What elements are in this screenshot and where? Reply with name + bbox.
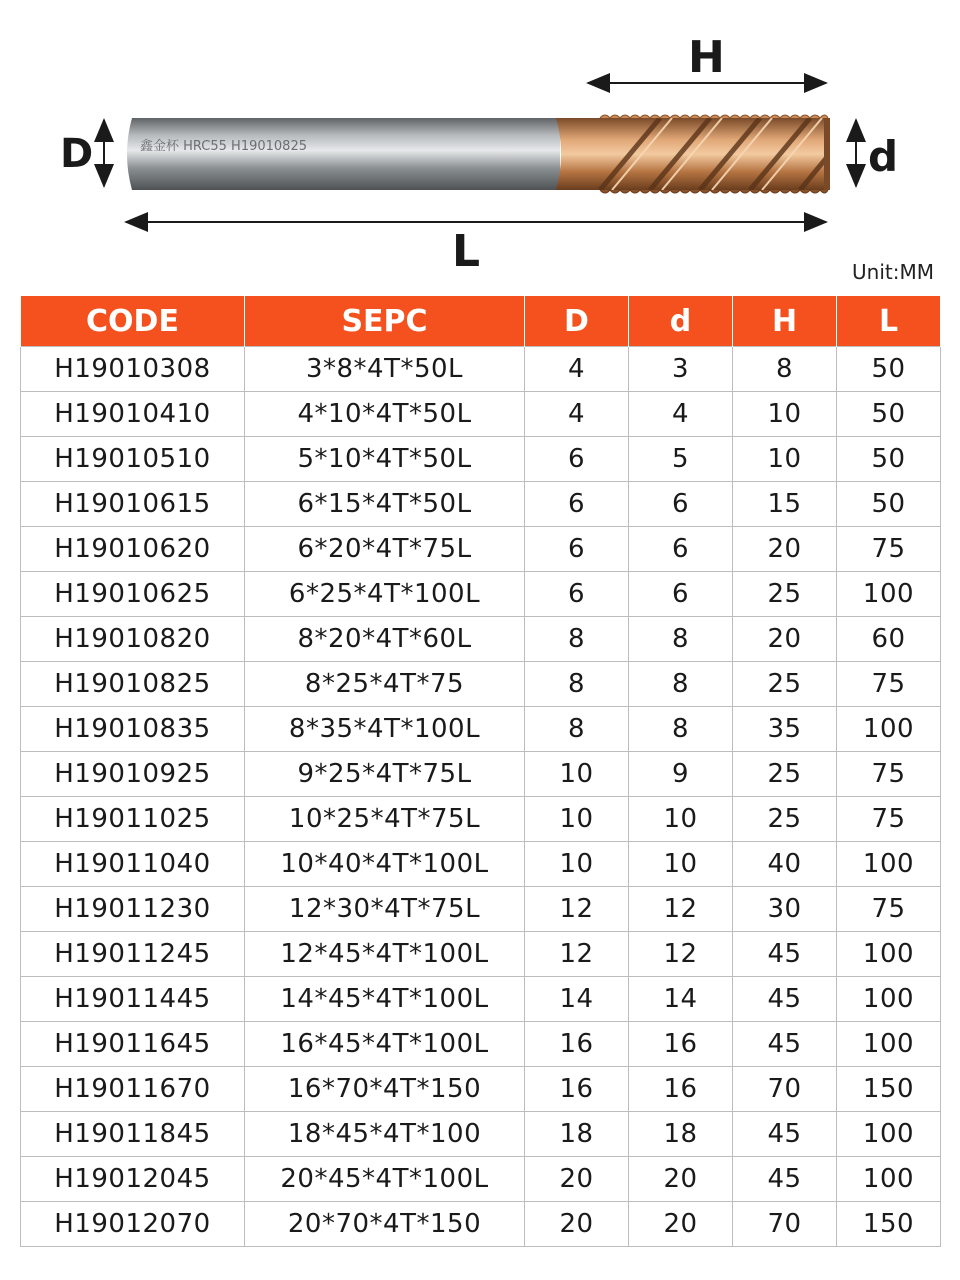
H-cell: 10	[733, 392, 837, 437]
code-cell: H19010825	[21, 662, 245, 707]
d-cell: 6	[629, 527, 733, 572]
D-cell: 8	[525, 707, 629, 752]
d-cell: 16	[629, 1022, 733, 1067]
d-cell: 3	[629, 347, 733, 392]
H-cell: 25	[733, 797, 837, 842]
D-cell: 4	[525, 392, 629, 437]
table-row	[21, 1202, 941, 1247]
d-cell: 9	[629, 752, 733, 797]
column-header-d: d	[629, 296, 733, 347]
table-row	[21, 842, 941, 887]
shank-engraving: 鑫金杯 HRC55 H19010825	[140, 139, 307, 154]
table-row	[21, 1112, 941, 1157]
spec-cell: 14*45*4T*100L	[245, 977, 525, 1022]
D-cell: 10	[525, 842, 629, 887]
spec-cell: 3*8*4T*50L	[245, 347, 525, 392]
d-cell: 16	[629, 1067, 733, 1112]
D-cell: 18	[525, 1112, 629, 1157]
L-cell: 60	[837, 617, 941, 662]
table-body	[21, 347, 941, 1247]
code-cell: H19012045	[21, 1157, 245, 1202]
H-cell: 20	[733, 617, 837, 662]
spec-cell: 8*25*4T*75	[245, 662, 525, 707]
code-cell: H19012070	[21, 1202, 245, 1247]
table-row	[21, 617, 941, 662]
code-cell: H19010835	[21, 707, 245, 752]
D-cell: 4	[525, 347, 629, 392]
table-row	[21, 527, 941, 572]
H-label: H	[688, 32, 725, 83]
L-cell: 75	[837, 797, 941, 842]
D-cell: 10	[525, 752, 629, 797]
spec-cell: 4*10*4T*50L	[245, 392, 525, 437]
H-cell: 25	[733, 572, 837, 617]
unit-label: Unit:MM	[852, 260, 934, 284]
d-cell: 8	[629, 617, 733, 662]
code-cell: H19011645	[21, 1022, 245, 1067]
d-cell: 20	[629, 1202, 733, 1247]
L-cell: 100	[837, 572, 941, 617]
table-row	[21, 437, 941, 482]
H-cell: 25	[733, 662, 837, 707]
code-cell: H19010510	[21, 437, 245, 482]
D-cell: 14	[525, 977, 629, 1022]
d-cell: 5	[629, 437, 733, 482]
table-row	[21, 887, 941, 932]
d-cell: 20	[629, 1157, 733, 1202]
table-row	[21, 482, 941, 527]
H-cell: 45	[733, 932, 837, 977]
spec-cell: 8*20*4T*60L	[245, 617, 525, 662]
table-row	[21, 1157, 941, 1202]
L-cell: 100	[837, 707, 941, 752]
column-header-code: CODE	[21, 296, 245, 347]
L-cell: 100	[837, 977, 941, 1022]
spec-cell: 20*45*4T*100L	[245, 1157, 525, 1202]
L-cell: 75	[837, 662, 941, 707]
H-cell: 30	[733, 887, 837, 932]
spec-cell: 6*15*4T*50L	[245, 482, 525, 527]
code-cell: H19011040	[21, 842, 245, 887]
d-cell: 14	[629, 977, 733, 1022]
D-cell: 12	[525, 887, 629, 932]
L-label: L	[452, 226, 481, 277]
code-cell: H19010820	[21, 617, 245, 662]
spec-cell: 12*30*4T*75L	[245, 887, 525, 932]
L-cell: 50	[837, 347, 941, 392]
table-row	[21, 662, 941, 707]
d-cell: 6	[629, 482, 733, 527]
code-cell: H19010410	[21, 392, 245, 437]
d-cell: 12	[629, 887, 733, 932]
cutting-flutes	[556, 115, 830, 193]
code-cell: H19011845	[21, 1112, 245, 1157]
end-mill-diagram	[0, 0, 960, 290]
code-cell: H19011670	[21, 1067, 245, 1112]
L-cell: 75	[837, 887, 941, 932]
spec-cell: 18*45*4T*100	[245, 1112, 525, 1157]
H-cell: 20	[733, 527, 837, 572]
L-cell: 150	[837, 1202, 941, 1247]
spec-cell: 16*45*4T*100L	[245, 1022, 525, 1067]
D-label: D	[60, 131, 94, 177]
D-cell: 8	[525, 662, 629, 707]
d-cell: 6	[629, 572, 733, 617]
column-header-H: H	[733, 296, 837, 347]
D-cell: 10	[525, 797, 629, 842]
L-cell: 50	[837, 482, 941, 527]
table-row	[21, 1022, 941, 1067]
spec-cell: 10*25*4T*75L	[245, 797, 525, 842]
L-cell: 50	[837, 392, 941, 437]
d-cell: 18	[629, 1112, 733, 1157]
d-label: d	[868, 132, 899, 181]
H-cell: 15	[733, 482, 837, 527]
table-row	[21, 797, 941, 842]
spec-cell: 8*35*4T*100L	[245, 707, 525, 752]
H-cell: 45	[733, 1157, 837, 1202]
H-cell: 45	[733, 1112, 837, 1157]
spec-cell: 9*25*4T*75L	[245, 752, 525, 797]
code-cell: H19011445	[21, 977, 245, 1022]
H-cell: 25	[733, 752, 837, 797]
shank	[127, 118, 560, 190]
H-cell: 10	[733, 437, 837, 482]
table-row	[21, 347, 941, 392]
spec-cell: 20*70*4T*150	[245, 1202, 525, 1247]
H-cell: 35	[733, 707, 837, 752]
H-cell: 8	[733, 347, 837, 392]
column-header-D: D	[525, 296, 629, 347]
d-cell: 10	[629, 842, 733, 887]
L-cell: 100	[837, 1112, 941, 1157]
table-row	[21, 752, 941, 797]
L-cell: 75	[837, 527, 941, 572]
code-cell: H19010925	[21, 752, 245, 797]
code-cell: H19010620	[21, 527, 245, 572]
D-cell: 20	[525, 1202, 629, 1247]
spec-cell: 10*40*4T*100L	[245, 842, 525, 887]
table-row	[21, 707, 941, 752]
d-cell: 4	[629, 392, 733, 437]
L-cell: 100	[837, 1022, 941, 1067]
code-cell: H19010615	[21, 482, 245, 527]
L-cell: 75	[837, 752, 941, 797]
H-cell: 45	[733, 1022, 837, 1067]
d-cell: 8	[629, 662, 733, 707]
D-cell: 6	[525, 437, 629, 482]
spec-cell: 12*45*4T*100L	[245, 932, 525, 977]
d-cell: 10	[629, 797, 733, 842]
D-cell: 6	[525, 527, 629, 572]
column-header-sepc: SEPC	[245, 296, 525, 347]
L-cell: 100	[837, 842, 941, 887]
spec-cell: 6*20*4T*75L	[245, 527, 525, 572]
table-row	[21, 1067, 941, 1112]
spec-table	[20, 296, 941, 1247]
spec-cell: 16*70*4T*150	[245, 1067, 525, 1112]
D-cell: 20	[525, 1157, 629, 1202]
D-cell: 8	[525, 617, 629, 662]
code-cell: H19011230	[21, 887, 245, 932]
L-cell: 150	[837, 1067, 941, 1112]
L-cell: 100	[837, 932, 941, 977]
spec-cell: 6*25*4T*100L	[245, 572, 525, 617]
D-cell: 6	[525, 572, 629, 617]
L-cell: 100	[837, 1157, 941, 1202]
code-cell: H19010625	[21, 572, 245, 617]
table-row	[21, 977, 941, 1022]
d-cell: 8	[629, 707, 733, 752]
code-cell: H19011245	[21, 932, 245, 977]
D-cell: 16	[525, 1067, 629, 1112]
table-row	[21, 392, 941, 437]
table-row	[21, 932, 941, 977]
D-cell: 16	[525, 1022, 629, 1067]
H-cell: 45	[733, 977, 837, 1022]
table-row	[21, 572, 941, 617]
H-cell: 40	[733, 842, 837, 887]
d-cell: 12	[629, 932, 733, 977]
code-cell: H19010308	[21, 347, 245, 392]
D-cell: 12	[525, 932, 629, 977]
code-cell: H19011025	[21, 797, 245, 842]
L-cell: 50	[837, 437, 941, 482]
table-header-row	[21, 296, 941, 347]
spec-cell: 5*10*4T*50L	[245, 437, 525, 482]
D-cell: 6	[525, 482, 629, 527]
column-header-L: L	[837, 296, 941, 347]
H-cell: 70	[733, 1202, 837, 1247]
H-cell: 70	[733, 1067, 837, 1112]
